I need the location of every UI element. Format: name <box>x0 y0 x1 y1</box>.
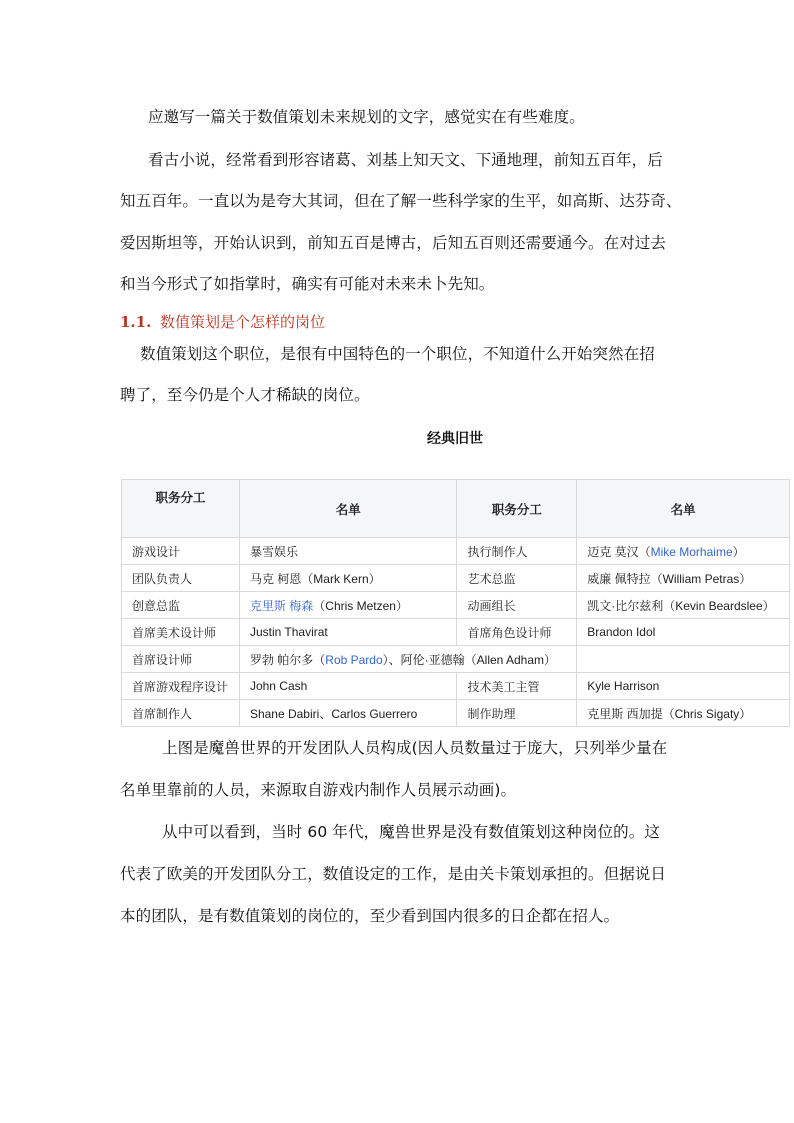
name-cell <box>239 592 457 619</box>
role-cell: 技术美工主管 <box>457 673 577 700</box>
role-cell: 创意总监 <box>122 592 240 619</box>
paragraph-line: 爱因斯坦等，开始认识到，前知五百是博古，后知五百则还需要通今。在对过去 <box>120 234 667 252</box>
section-heading <box>120 311 325 332</box>
role-cell: 首席制作人 <box>122 700 240 727</box>
table-row <box>122 700 790 727</box>
role-cell: 团队负责人 <box>122 565 240 592</box>
table-row <box>122 646 790 673</box>
column-header: 职务分工 <box>457 480 577 538</box>
column-header: 名单 <box>577 480 790 538</box>
column-header: 名单 <box>239 480 457 538</box>
paragraph-line: 聘了，至今仍是个人才稀缺的岗位。 <box>120 386 370 404</box>
table-row <box>122 565 790 592</box>
table-row <box>122 673 790 700</box>
name-cell: John Cash <box>239 673 457 700</box>
name-cell: Brandon Idol <box>577 619 790 646</box>
paragraph-line: 名单里靠前的人员，来源取自游戏内制作人员展示动画)。 <box>120 781 517 799</box>
role-cell: 首席设计师 <box>122 646 240 673</box>
name-text: ）、阿伦·亚德翰（Allen Adham） <box>382 652 557 667</box>
role-cell: 游戏设计 <box>122 538 240 565</box>
name-text: （Chris Metzen） <box>313 598 408 613</box>
role-cell: 首席美术设计师 <box>122 619 240 646</box>
paragraph-line: 知五百年。一直以为是夸大其词，但在了解一些科学家的生平，如高斯、达芬奇、 <box>120 192 682 210</box>
section-title: 数值策划是个怎样的岗位 <box>160 313 326 331</box>
column-header: 职务分工 <box>122 480 240 538</box>
role-cell: 动画组长 <box>457 592 577 619</box>
paragraph-line: 数值策划这个职位，是很有中国特色的一个职位，不知道什么开始突然在招 <box>140 345 655 363</box>
section-number: 1.1. <box>120 313 152 331</box>
name-cell: 凯文·比尔兹利（Kevin Beardslee） <box>577 592 790 619</box>
name-cell: 暴雪娱乐 <box>239 538 457 565</box>
role-cell: 执行制作人 <box>457 538 577 565</box>
role-cell: 首席角色设计师 <box>457 619 577 646</box>
empty-cell <box>577 646 790 673</box>
paragraph-line: 和当今形式了如指掌时，确实有可能对未来未卜先知。 <box>120 275 495 293</box>
name-text: 罗勃 帕尔多（ <box>249 652 326 667</box>
paragraph-line: 从中可以看到，当时 60 年代，魔兽世界是没有数值策划这种岗位的。这 <box>162 823 660 841</box>
name-cell: 克里斯 西加提（Chris Sigaty） <box>577 700 790 727</box>
paragraph-line: 看古小说，经常看到形容诸葛、刘基上知天文、下通地理，前知五百年，后 <box>148 151 663 169</box>
table-row <box>122 592 790 619</box>
paragraph-line: 本的团队，是有数值策划的岗位的，至少看到国内很多的日企都在招人。 <box>120 907 620 925</box>
name-cell: Kyle Harrison <box>577 673 790 700</box>
team-roster-table <box>121 479 790 727</box>
paragraph-line: 上图是魔兽世界的开发团队人员构成(因人员数量过于庞大，只列举少量在 <box>162 739 668 757</box>
role-cell: 首席游戏程序设计 <box>122 673 240 700</box>
table-caption: 经典旧世 <box>427 431 483 447</box>
name-cell: Justin Thavirat <box>239 619 457 646</box>
person-link[interactable]: 克里斯 梅森 <box>249 598 314 613</box>
table-header-row <box>122 480 790 538</box>
name-cell <box>239 646 576 673</box>
paragraph-intro: 应邀写一篇关于数值策划未来规划的文字，感觉实在有些难度。 <box>148 108 585 126</box>
paragraph-line: 代表了欧美的开发团队分工，数值设定的工作，是由关卡策划承担的。但据说日 <box>120 865 667 883</box>
person-link[interactable]: Mike Morhaime <box>650 544 733 559</box>
name-cell: 马克 柯恩（Mark Kern） <box>239 565 457 592</box>
role-cell: 艺术总监 <box>457 565 577 592</box>
name-text: 迈克 莫汉（ <box>587 544 651 559</box>
name-cell <box>577 538 790 565</box>
name-cell: Shane Dabiri、Carlos Guerrero <box>239 700 457 727</box>
name-text: ） <box>732 544 745 559</box>
table-row <box>122 619 790 646</box>
name-cell: 威廉 佩特拉（William Petras） <box>577 565 790 592</box>
person-link[interactable]: Rob Pardo <box>325 652 383 667</box>
table-row <box>122 538 790 565</box>
role-cell: 制作助理 <box>457 700 577 727</box>
